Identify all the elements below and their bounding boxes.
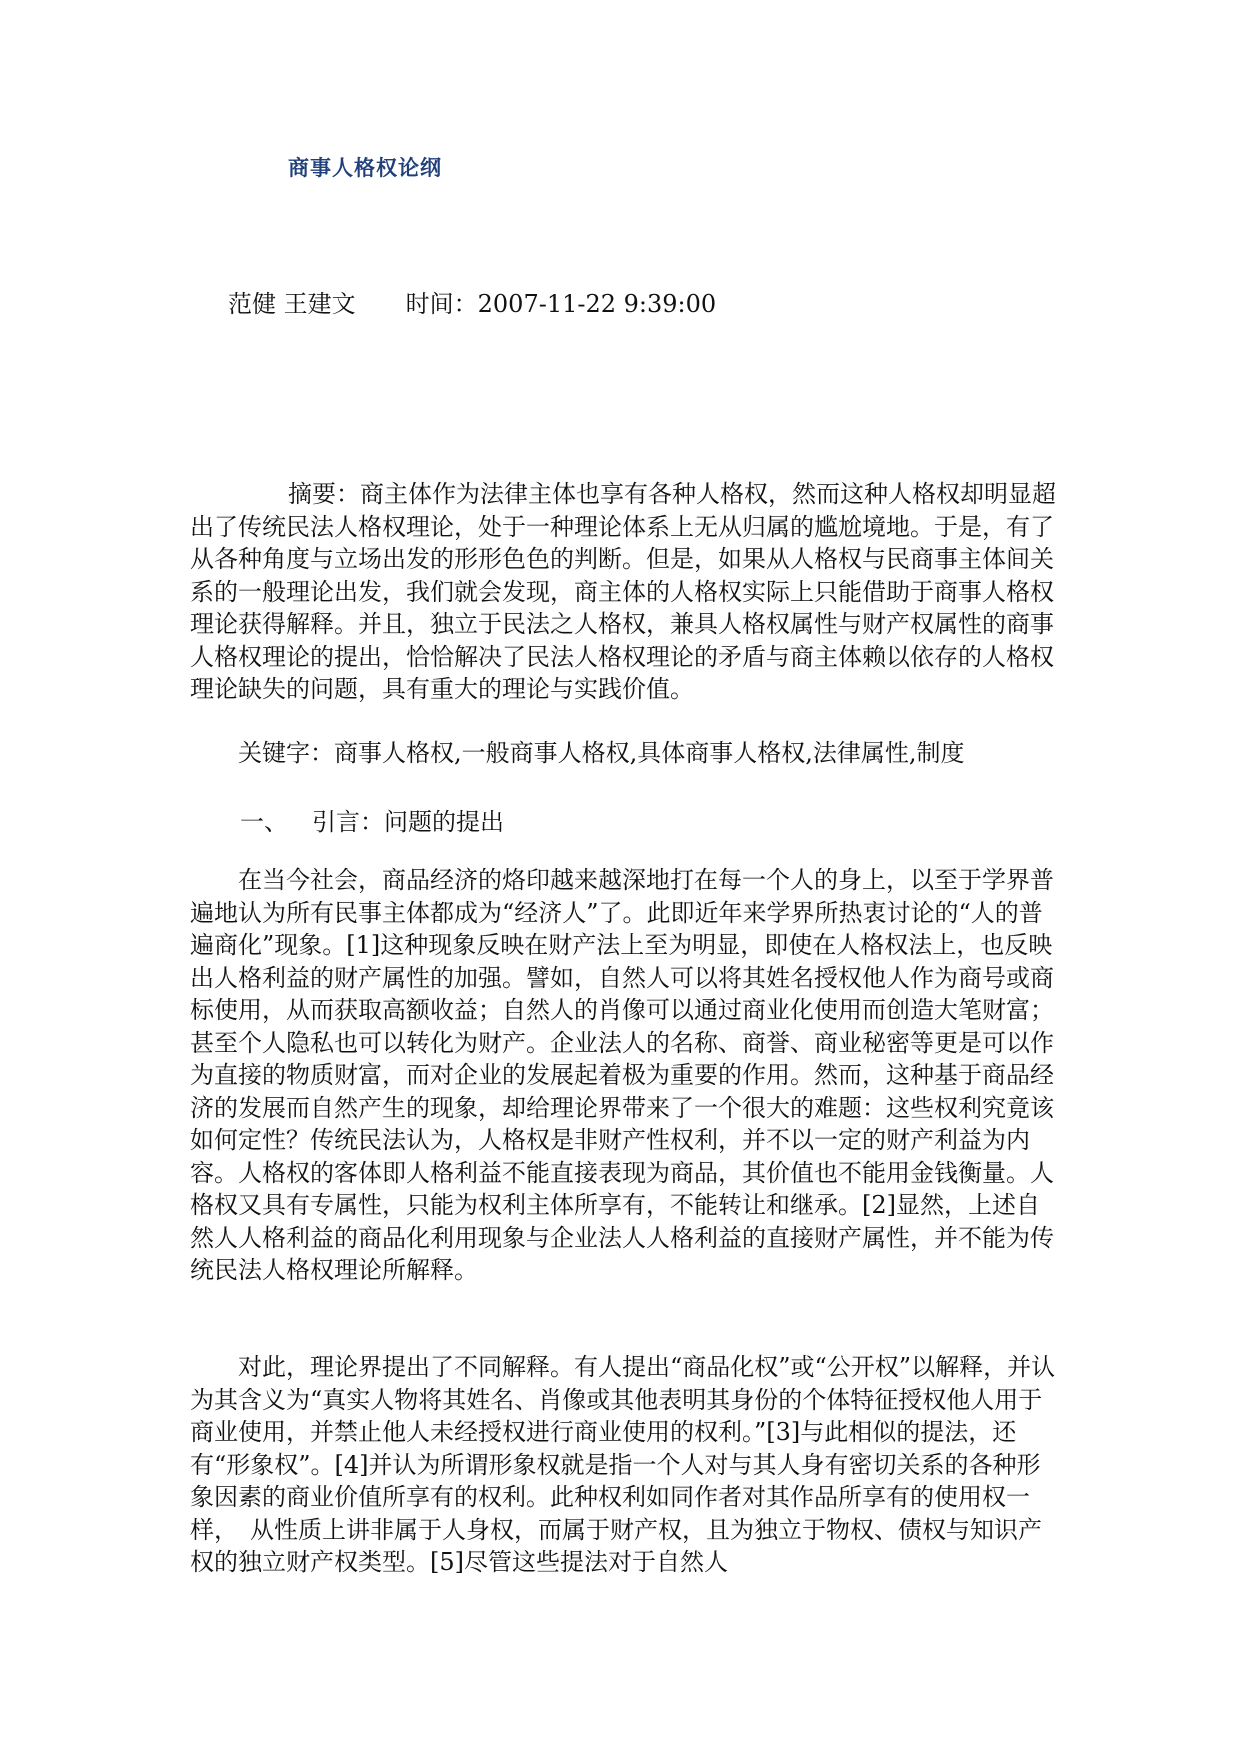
body-paragraph-2: 对此，理论界提出了不同解释。有人提出“商品化权”或“公开权”以解释，并认为其含义为“真实人物将其姓名、肖像或其他表明其身份的个体特征授权他人用于商业使用，并禁止他人未经授权进行商业使用的权利。”[3]与此相似的提法，还有“形象权”。[4]并认为所谓形象权就是指一个人对与其人身有密切关系的各种形象因素的商业价值所享有的权利。此种权利如同作者对其作品所享有的使用权一样， 从性质上讲非属于人身权，而属于财产权，且为独立于物权、债权与知识产权的独立财产权类型。[5]尽管这些提法对于自然人 — [190, 1353, 1056, 1576]
section-title: 引言：问题的提出 — [312, 808, 504, 836]
keywords-line: 关键字：商事人格权,一般商事人格权,具体商事人格权,法律属性,制度 — [238, 739, 965, 767]
body-paragraph-1: 在当今社会，商品经济的烙印越来越深地打在每一个人的身上，以至于学界普遍地认为所有民事主体都成为“经济人”了。此即近年来学界所热衷讨论的“人的普遍商化”现象。[1]这种现象反映在财产法上至为明显，即使在人格权法上，也反映出人格利益的财产属性的加强。譬如，自然人可以将其姓名授权他人作为商号或商标使用，从而获取高额收益；自然人的肖像可以通过商业化使用而创造大笔财富；甚至个人隐私也可以转化为财产。企业法人的名称、商誉、商业秘密等更是可以作为直接的物质财富，而对企业的发展起着极为重要的作用。然而，这种基于商品经济的发展而自然产生的现象，却给理论界带来了一个很大的难题：这些权利究竟该如何定性？传统民法认为，人格权是非财产性权利，并不以一定的财产利益为内容。人格权的客体即人格利益不能直接表现为商品，其价值也不能用金钱衡量。人格权又具有专属性，只能为权利主体所享有，不能转让和继承。[2]显然，上述自然人人格利益的商品化利用现象与企业法人人格利益的直接财产属性，并不能为传统民法人格权理论所解释。 — [190, 866, 1054, 1284]
document-title: 商事人格权论纲 — [288, 156, 442, 180]
authors: 范健 王建文 — [228, 290, 356, 318]
byline — [228, 284, 716, 319]
section-heading — [240, 802, 504, 837]
publish-time: 时间：2007-11-22 9:39:00 — [405, 290, 717, 318]
section-number: 一、 — [240, 808, 288, 836]
abstract-paragraph: 摘要：商主体作为法律主体也享有各种人格权，然而这种人格权却明显超出了传统民法人格权理论，处于一种理论体系上无从归属的尴尬境地。于是，有了从各种角度与立场出发的形形色色的判断。但是，如果从人格权与民商事主体间关系的一般理论出发，我们就会发现，商主体的人格权实际上只能借助于商事人格权理论获得解释。并且，独立于民法之人格权，兼具人格权属性与财产权属性的商事人格权理论的提出，恰恰解决了民法人格权理论的矛盾与商主体赖以依存的人格权理论缺失的问题，具有重大的理论与实践价值。 — [190, 480, 1056, 703]
